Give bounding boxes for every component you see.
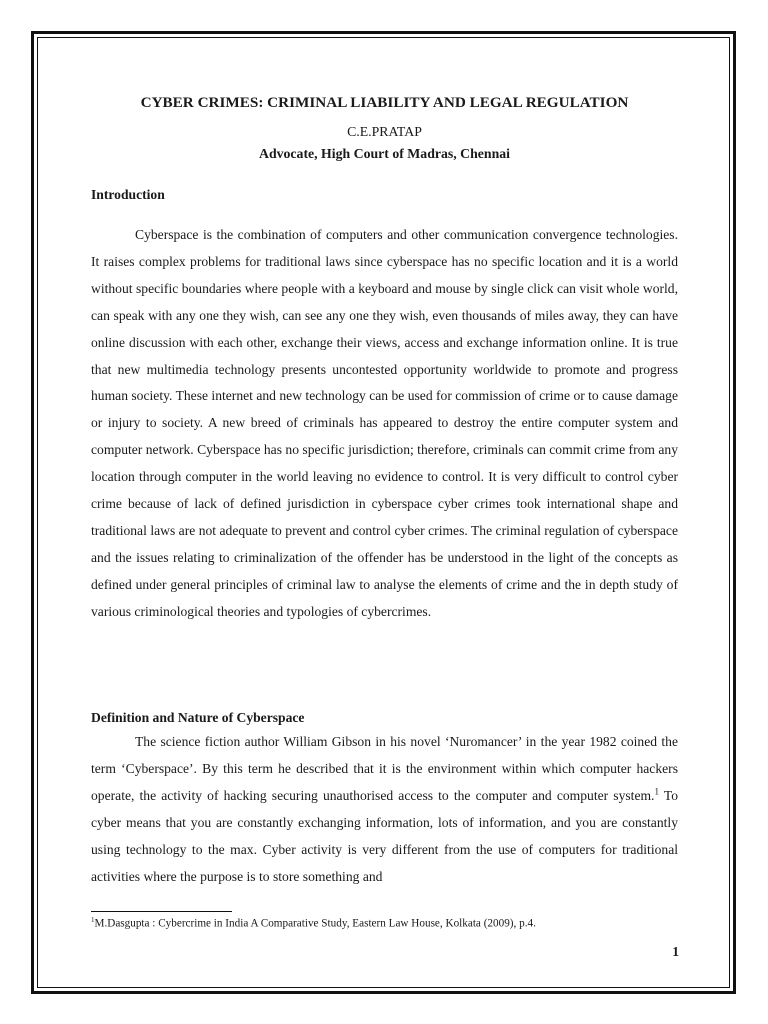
- page-number: 1: [672, 944, 679, 959]
- definition-text-part1: The science fiction author William Gibson in his novel ‘Nuromancer’ in the year 1982 coined the term ‘Cyberspace’. By this term he described that it is the environment within which computer hackers operate, the activity of hacking securing unauthorised access to the computer and computer system.: [91, 734, 678, 803]
- footnote-separator: [91, 911, 232, 912]
- introduction-paragraph: [91, 222, 678, 626]
- section-heading-introduction: Introduction: [91, 187, 165, 202]
- footnote-marker: 1: [91, 916, 95, 924]
- footnote-text: M.Dasgupta : Cybercrime in India A Comparative Study, Eastern Law House, Kolkata (2009), p.4.: [94, 917, 536, 930]
- document-title: CYBER CRIMES: CRIMINAL LIABILITY AND LEGAL REGULATION: [140, 94, 629, 111]
- definition-paragraph: [91, 729, 678, 890]
- section-heading-definition: Definition and Nature of Cyberspace: [91, 710, 305, 725]
- author-name: C.E.PRATAP: [347, 124, 422, 139]
- footnote: [91, 916, 536, 930]
- author-affiliation: Advocate, High Court of Madras, Chennai: [258, 146, 511, 161]
- introduction-text: Cyberspace is the combination of computers and other communication convergence technologies. It raises complex problems for traditional laws since cyberspace has no specific location and it is a world without specific boundaries where people with a keyboard and mouse by single click can visit whole world, can speak with any one they wish, can see any one they wish, even thousands of miles away, they can have online discussion with each other, exchange their views, access and exchange information online. It is true that new multimedia technology presents uncontested opportunity worldwide to promote and progress human society. These internet and new technology can be used for commission of crime or to cause damage or injury to society. A new breed of criminals has appeared to destroy the entire computer system and computer network. Cyberspace has no specific jurisdiction; therefore, criminals can commit crime from any location through computer in the world leaving no evidence to control. It is very difficult to control cyber crime because of lack of defined jurisdiction in cyberspace cyber crimes took international shape and traditional laws are not adequate to prevent and control cyber crimes. The criminal regulation of cyberspace and the issues relating to criminalization of the offender has be understood in the light of the concepts as defined under general principles of criminal law to analyse the elements of crime and the in depth study of various criminological theories and typologies of cybercrimes.: [91, 227, 678, 619]
- footnote-reference[interactable]: 1: [654, 786, 659, 797]
- definition-text-part2: To cyber means that you are constantly exchanging information, lots of information, and you are constantly using technology to the max. Cyber activity is very different from the use of computers for traditional activities where the purpose is to store something and: [91, 787, 678, 884]
